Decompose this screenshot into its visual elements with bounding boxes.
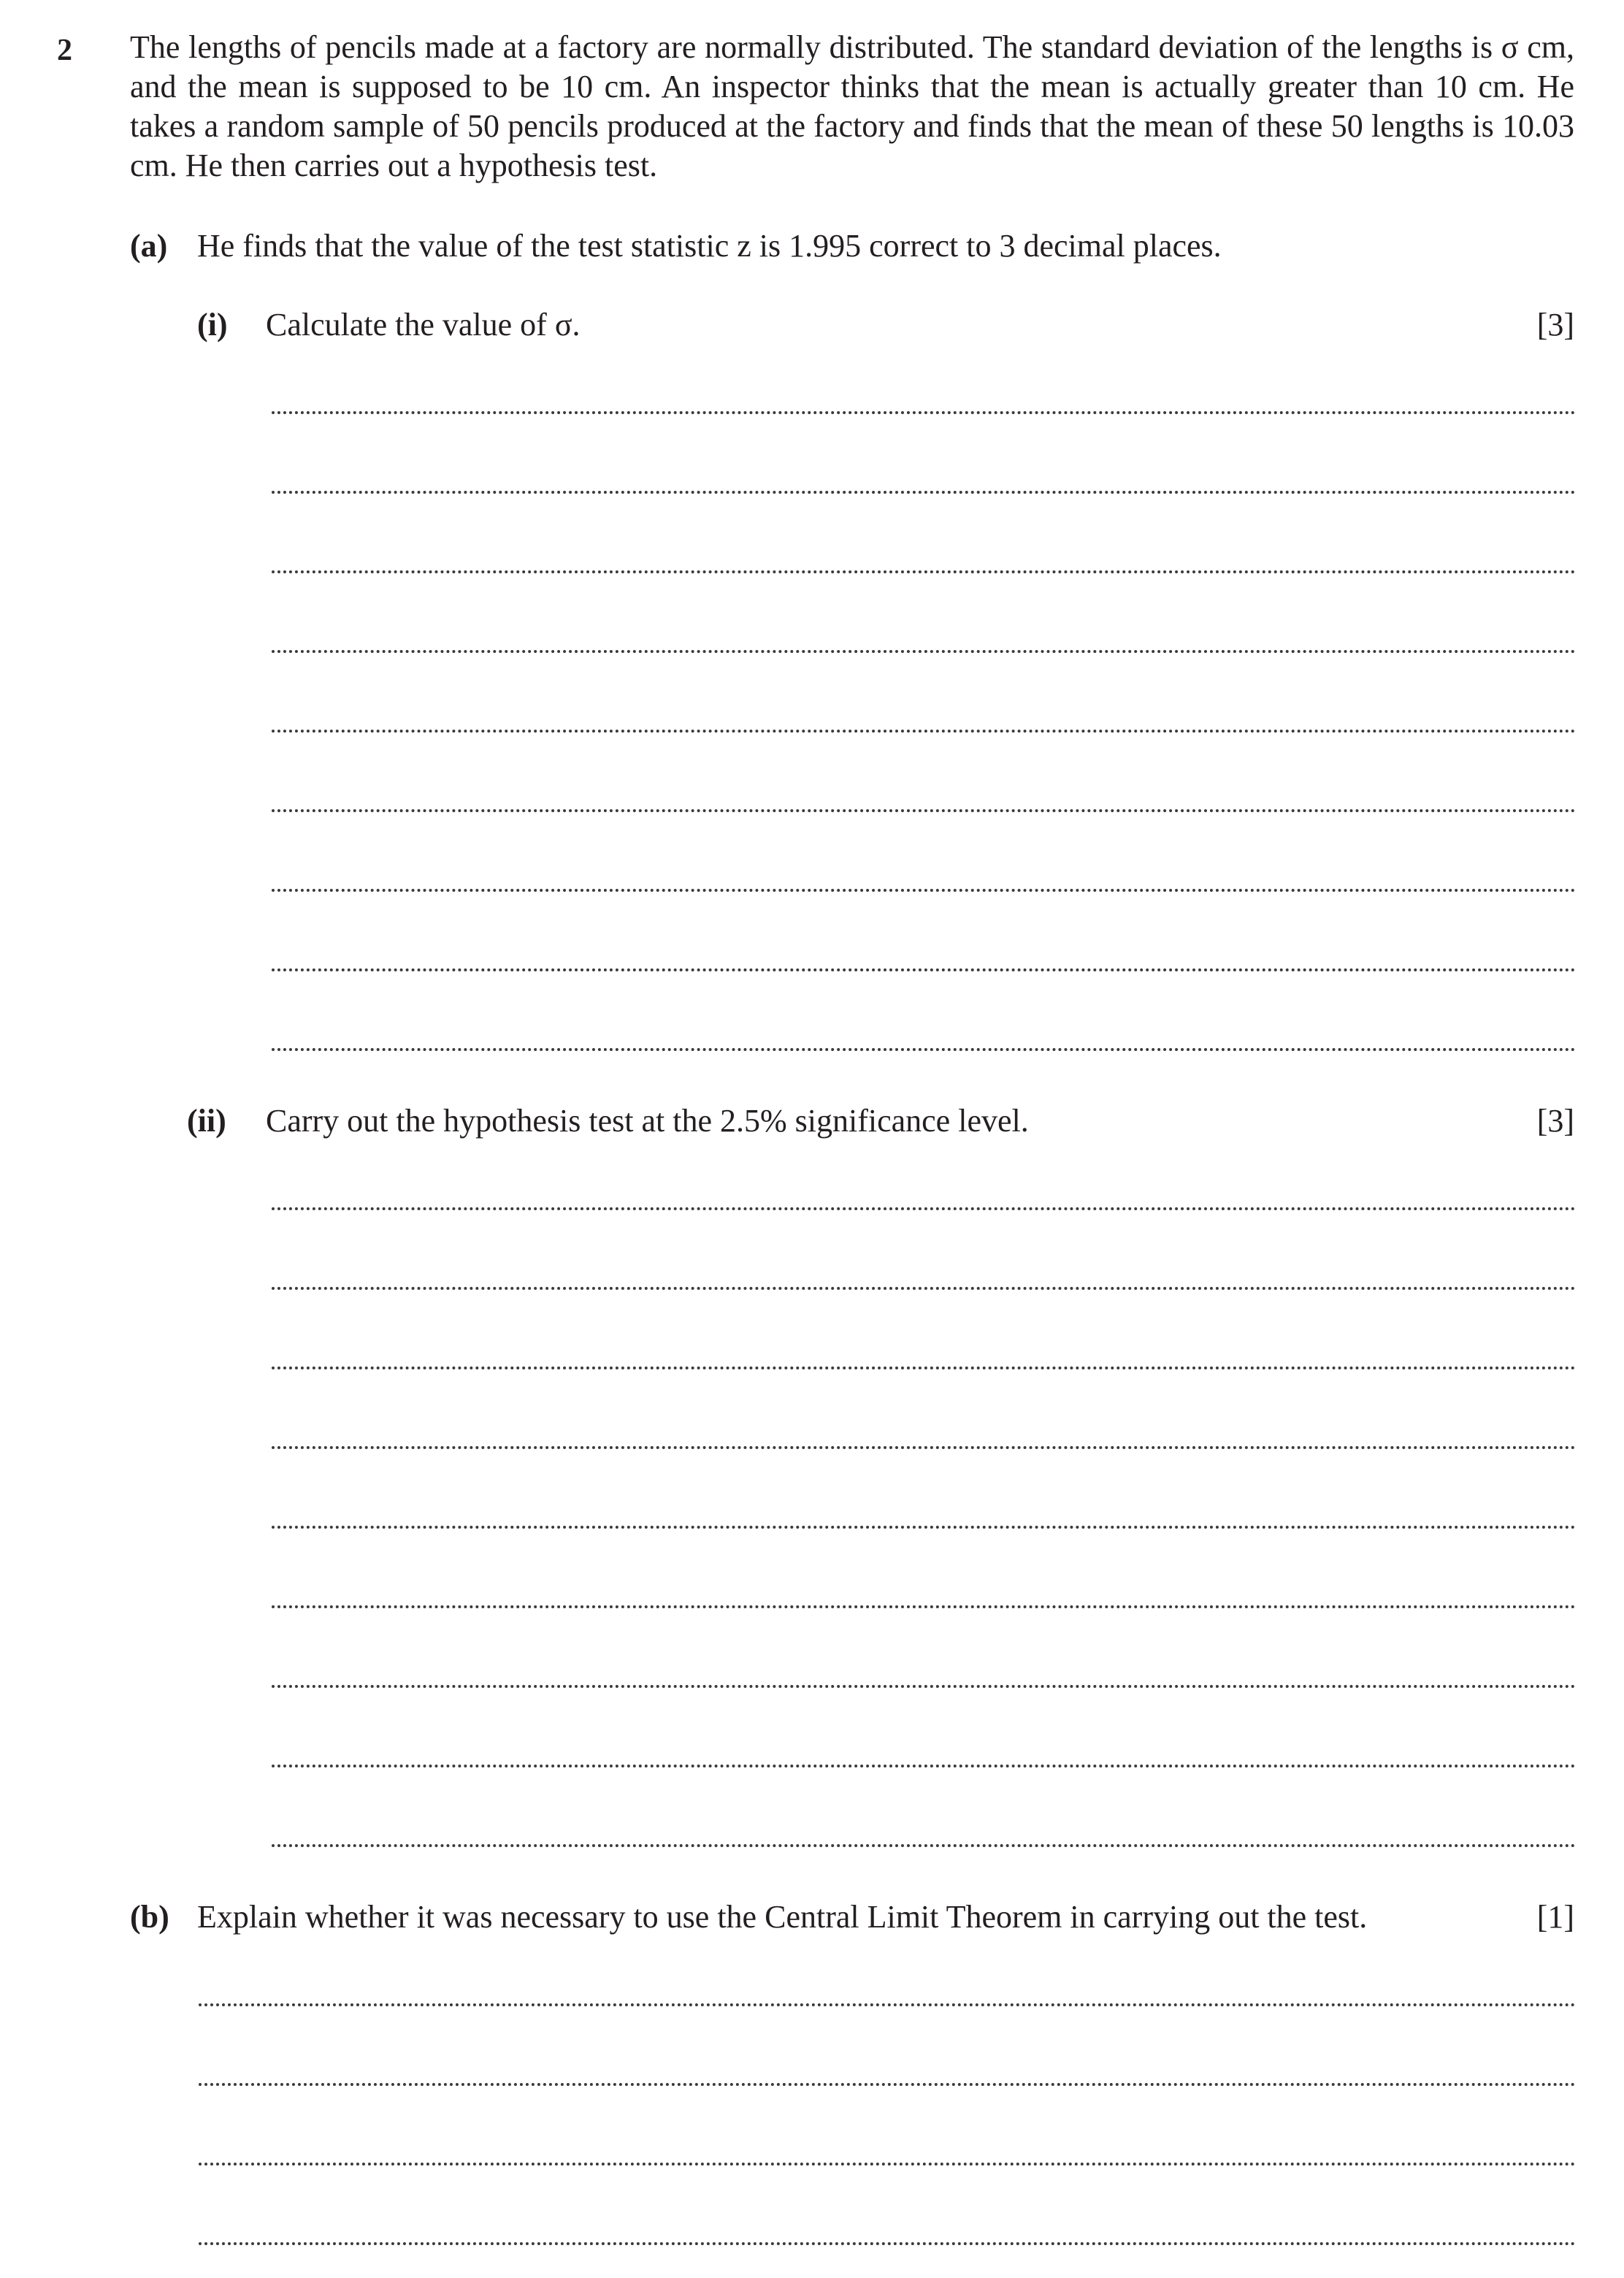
answer-line[interactable] [199, 2242, 1576, 2245]
answer-line[interactable] [272, 1844, 1576, 1847]
answer-line[interactable] [272, 1526, 1576, 1529]
answer-line[interactable] [272, 650, 1576, 653]
answer-line[interactable] [199, 2163, 1576, 2166]
answer-line[interactable] [272, 1605, 1576, 1608]
answer-line[interactable] [199, 2083, 1576, 2086]
answer-line[interactable] [199, 2003, 1576, 2006]
answer-line[interactable] [272, 1367, 1576, 1369]
answer-line[interactable] [272, 809, 1576, 812]
answer-line[interactable] [272, 1287, 1576, 1290]
question-stem-text: The lengths of pencils made at a factory are normally distributed. The standard deviation of the lengths is σ cm, and the mean is supposed to be 10 cm. An inspector thinks that the mean is actually greater than 10 cm. He takes a random sample of 50 pencils produced at the factory and finds that the mean of these 50 lengths is 10.03 cm. He then carries out a hypothesis test. [130, 29, 1574, 183]
part-b-label: (b) [130, 1899, 169, 1935]
answer-line[interactable] [272, 1048, 1576, 1051]
answer-line[interactable] [272, 1765, 1576, 1767]
part-a-label: (a) [130, 228, 168, 264]
answer-line[interactable] [272, 411, 1576, 414]
part-a-i-label: (i) [197, 307, 228, 343]
answer-line[interactable] [272, 730, 1576, 733]
part-a-ii-text: Carry out the hypothesis test at the 2.5% significance level. [266, 1103, 1029, 1139]
part-b-text: Explain whether it was necessary to use the Central Limit Theorem in carrying out the test. [197, 1899, 1368, 1935]
answer-line[interactable] [272, 1446, 1576, 1449]
answer-line[interactable] [272, 889, 1576, 892]
answer-line[interactable] [272, 570, 1576, 573]
part-a-ii-label: (ii) [187, 1103, 226, 1139]
answer-line[interactable] [272, 1685, 1576, 1688]
part-a-text: He finds that the value of the test statistic z is 1.995 correct to 3 decimal places. [197, 228, 1222, 264]
question-number: 2 [57, 34, 72, 67]
answer-line[interactable] [272, 1207, 1576, 1210]
part-a-i-marks: [3] [1536, 307, 1574, 343]
answer-line[interactable] [272, 968, 1576, 971]
part-a-i-text: Calculate the value of σ. [266, 307, 581, 343]
question-stem [130, 28, 1574, 186]
part-a-ii-marks: [3] [1536, 1103, 1574, 1139]
answer-line[interactable] [272, 491, 1576, 494]
part-b-marks: [1] [1536, 1899, 1574, 1935]
